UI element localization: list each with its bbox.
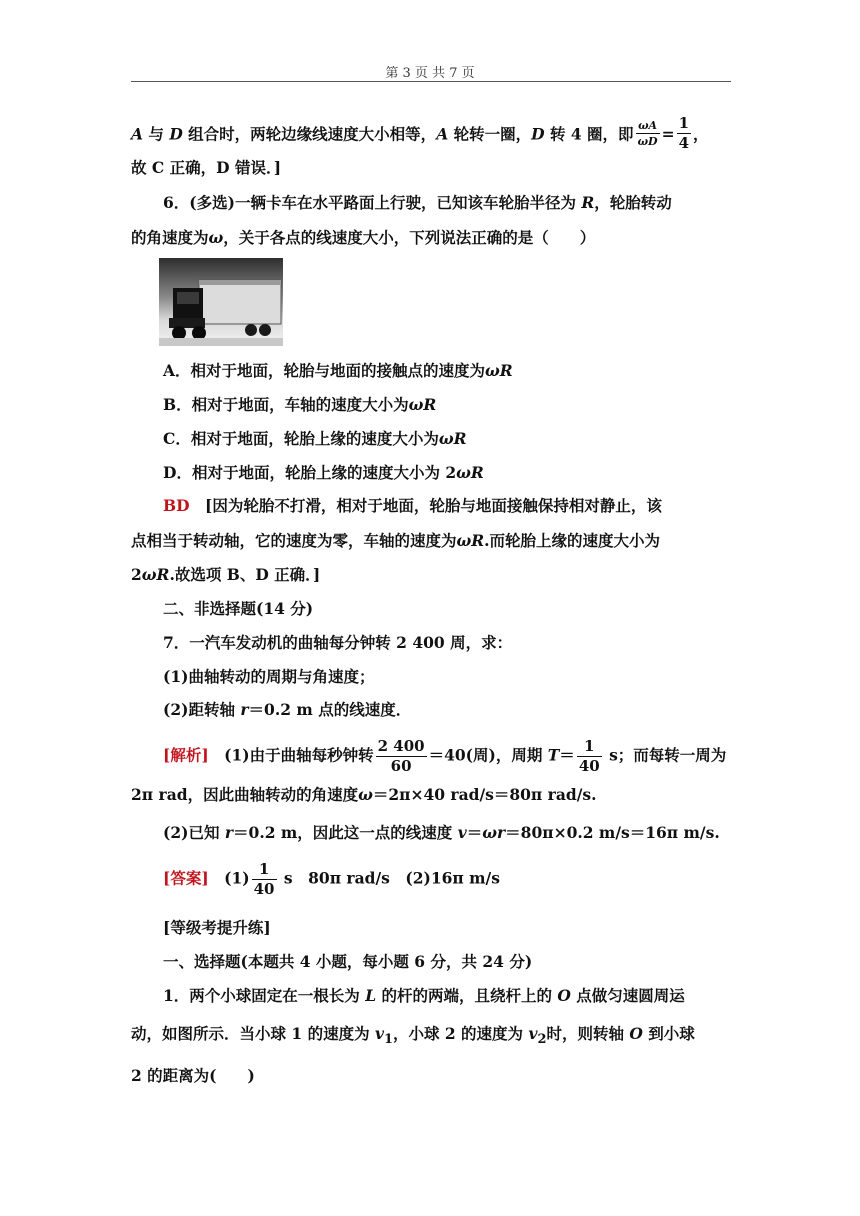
- text-line: 故 C 正确，D 错误．]: [131, 158, 282, 177]
- fraction-1-40: $\frac{1}{40}$: [578, 737, 600, 775]
- option-a: A．相对于地面，轮胎与地面的接触点的速度为ωR: [163, 361, 513, 380]
- omega-ratio-fraction: $\frac{\omega A}{\omega D}$: [637, 119, 658, 148]
- answer-6-line1: BD [因为轮胎不打滑，相对于地面，轮胎与地面接触保持相对静止，该: [163, 496, 662, 515]
- option-b: B．相对于地面，车轴的速度大小为ωR: [163, 395, 437, 414]
- solution-line3: (2)已知 r＝0.2 m，因此这一点的线速度 v＝ωr＝80π×0.2 m/s＝16π m/s.: [163, 823, 720, 842]
- fraction-2400-60: $\frac{2 400}{60}$: [377, 737, 425, 775]
- question-6-stem-cont: 的角速度为ω，关于各点的线速度大小，下列说法正确的是（ ）: [131, 228, 596, 247]
- question-1-stem-end: 2 的距离为( ): [131, 1066, 255, 1085]
- section-heading: 二、非选择题(14 分): [163, 599, 314, 618]
- answer-6-line3: 2ωR.故选项 B、D 正确．]: [131, 565, 321, 584]
- question-6-stem: 6．(多选)一辆卡车在水平路面上行驶，已知该车轮胎半径为 R，轮胎转动: [163, 193, 672, 212]
- option-d: D．相对于地面，轮胎上缘的速度大小为 2ωR: [163, 463, 484, 482]
- solution-tag: [解析]: [163, 745, 209, 765]
- solution-line2: 2π rad，因此曲轴转动的角速度ω＝2π×40 rad/s＝80π rad/s.: [131, 785, 597, 804]
- page-header: 第 3 页 共 7 页: [385, 66, 475, 81]
- option-c: C．相对于地面，轮胎上缘的速度大小为ωR: [163, 429, 467, 448]
- text-line: A 与 D 组合时，两轮边缘线速度大小相等，A 轮转一圈，D 转 4 圈，即 $\frac{\omega A}{\omega D}$ = $\frac{1}{4}$ ，: [131, 114, 709, 152]
- truck-image: [159, 258, 283, 346]
- question-7-part1: (1)曲轴转动的周期与角速度；: [163, 667, 375, 686]
- one-quarter-fraction: $\frac{1}{4}$: [678, 114, 690, 152]
- answer-tag: [答案]: [163, 868, 209, 888]
- question-1-stem-cont: 动，如图所示．当小球 1 的速度为 $v_1$，小球 2 的速度为 $v_2$时，则转轴 O 到小球: [131, 1024, 695, 1048]
- answer-label: BD: [163, 496, 190, 515]
- section-heading: 一、选择题(本题共 4 小题，每小题 6 分，共 24 分): [163, 952, 533, 971]
- answer-line: [答案] (1) $\frac{1}{40}$ s 80π rad/s (2)16π m/s: [163, 860, 500, 898]
- level-heading: [等级考提升练]: [163, 918, 271, 937]
- answer-6-line2: 点相当于转动轴，它的速度为零，车轴的速度为ωR.而轮胎上缘的速度大小为: [131, 531, 661, 550]
- question-1-stem: 1．两个小球固定在一根长为 L 的杆的两端，且绕杆上的 O 点做匀速圆周运: [163, 986, 685, 1005]
- header-rule: [131, 81, 731, 82]
- fraction-1-40-answer: $\frac{1}{40}$: [253, 860, 275, 898]
- question-7-part2: (2)距转轴 r＝0.2 m 点的线速度．: [163, 700, 412, 719]
- solution-line1: [解析] (1)由于曲轴每秒钟转 $\frac{2 400}{60}$ ＝40(周)，周期 T＝ $\frac{1}{40}$ s；而每转一周为: [163, 737, 727, 775]
- question-7-stem: 7．一汽车发动机的曲轴每分钟转 2 400 周，求：: [163, 633, 513, 652]
